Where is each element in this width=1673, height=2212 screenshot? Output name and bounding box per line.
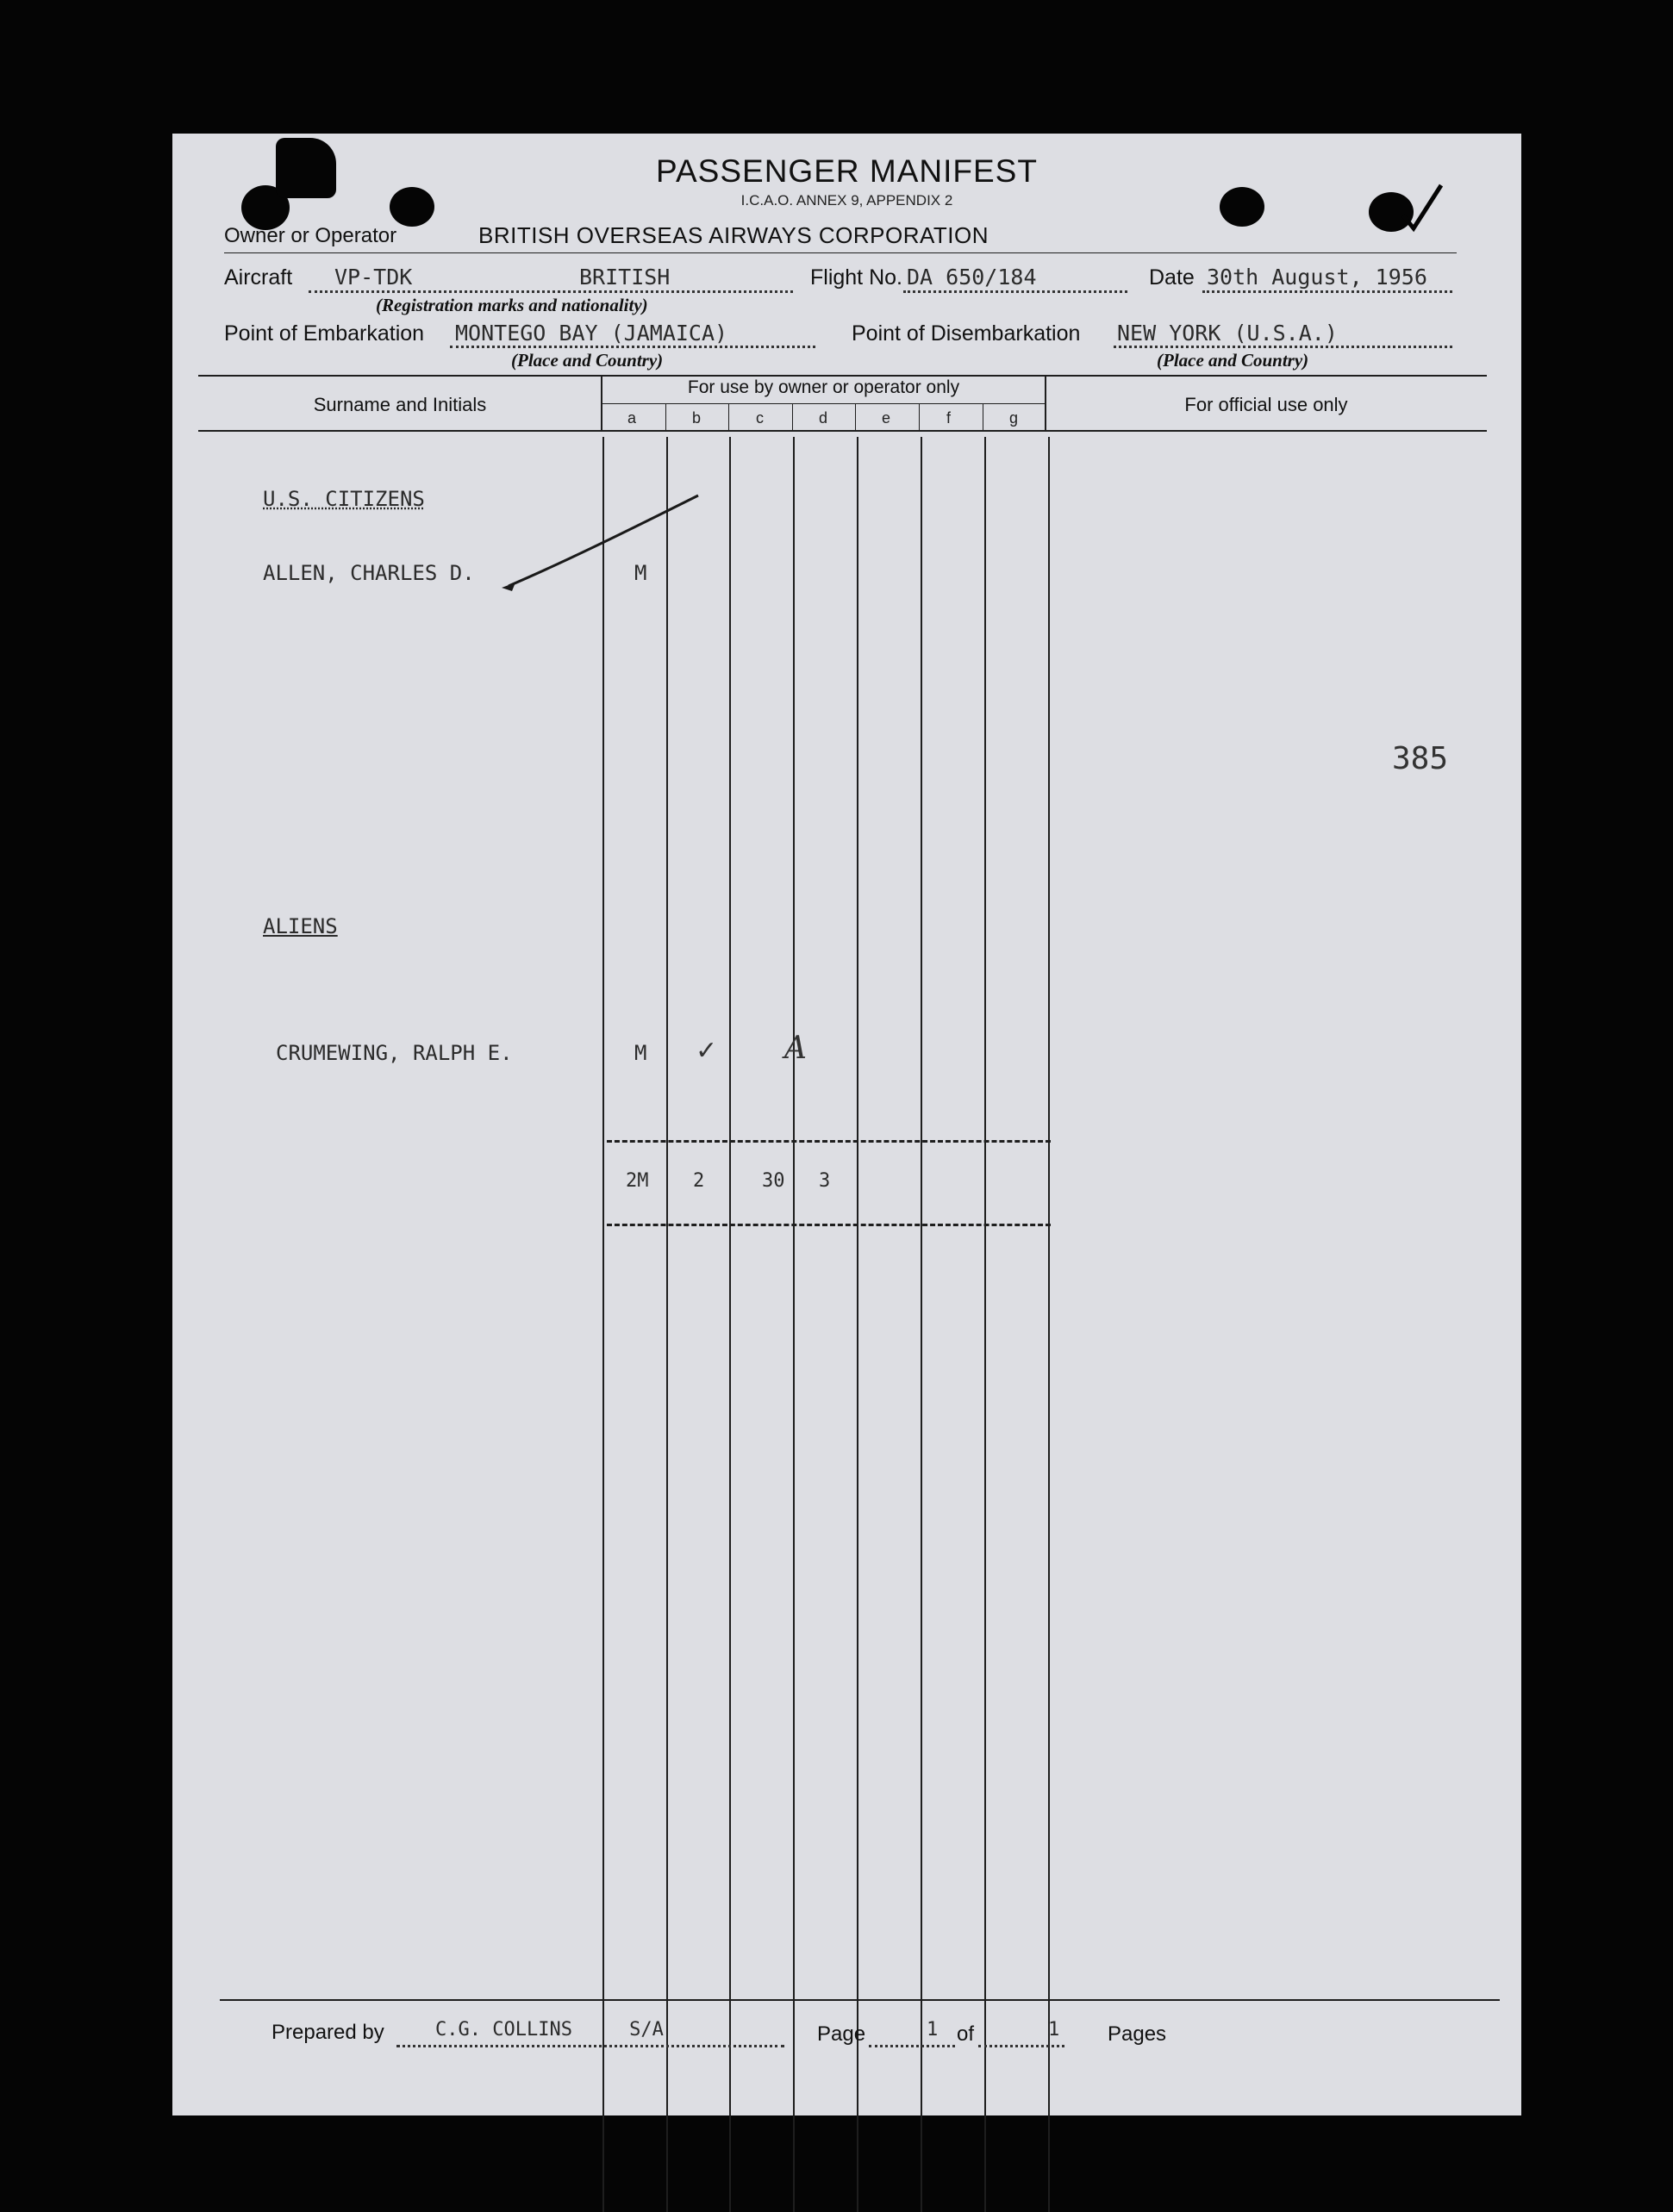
page-dotline bbox=[869, 2045, 955, 2047]
body-line-c bbox=[729, 437, 731, 2212]
official-column-header: For official use only bbox=[1184, 394, 1348, 415]
aircraft-caption: (Registration marks and nationality) bbox=[376, 295, 648, 315]
disembarkation-dotline bbox=[1114, 346, 1452, 348]
disembarkation-caption: (Place and Country) bbox=[1157, 350, 1309, 371]
page-subtitle: I.C.A.O. ANNEX 9, APPENDIX 2 bbox=[740, 192, 953, 209]
column-letter-a: a bbox=[627, 409, 637, 427]
owner-label: Owner or Operator bbox=[224, 224, 397, 247]
header-divider-official bbox=[1045, 375, 1046, 430]
totals-top-line bbox=[607, 1140, 1051, 1143]
manifest-sheet bbox=[172, 134, 1521, 2115]
section-heading-us-citizens: U.S. CITIZENS bbox=[263, 487, 425, 511]
totals-bottom-line bbox=[607, 1224, 1051, 1226]
table-header-bottom-border bbox=[198, 430, 1487, 432]
passenger-sex: M bbox=[634, 1041, 647, 1065]
column-letter-c: c bbox=[756, 409, 764, 427]
total-a: 2M bbox=[626, 1170, 649, 1192]
embarkation-label: Point of Embarkation bbox=[224, 321, 425, 346]
section-heading-aliens: ALIENS bbox=[263, 914, 338, 938]
body-line-b bbox=[666, 437, 668, 2212]
operator-subheader-line bbox=[602, 403, 1046, 404]
aircraft-label: Aircraft bbox=[224, 265, 293, 290]
total-b: 2 bbox=[693, 1170, 705, 1192]
body-line-f bbox=[921, 437, 922, 2212]
official-note-number: 385 bbox=[1392, 741, 1449, 776]
table-top-border bbox=[198, 375, 1487, 377]
operator-column-header: For use by owner or operator only bbox=[687, 377, 960, 397]
prepared-by-value: C.G. COLLINS S/A bbox=[435, 2019, 664, 2041]
owner-value: BRITISH OVERSEAS AIRWAYS CORPORATION bbox=[478, 222, 989, 248]
disembarkation-label: Point of Disembarkation bbox=[852, 321, 1081, 346]
passenger-name: CRUMEWING, RALPH E. bbox=[276, 1041, 513, 1065]
owner-underline bbox=[224, 252, 1457, 253]
embarkation-caption: (Place and Country) bbox=[511, 350, 664, 371]
embarkation-value: MONTEGO BAY (JAMAICA) bbox=[455, 321, 728, 346]
body-line-official bbox=[1048, 437, 1050, 2212]
body-line-d bbox=[793, 437, 795, 2212]
header-divider-e bbox=[855, 403, 856, 430]
date-value: 30th August, 1956 bbox=[1207, 265, 1427, 290]
column-letter-e: e bbox=[882, 409, 891, 427]
body-line-g bbox=[984, 437, 986, 2212]
aircraft-registration: VP-TDK bbox=[334, 265, 413, 290]
header-divider-c bbox=[728, 403, 729, 430]
pen-stroke-mark bbox=[500, 478, 707, 599]
page-number: 1 bbox=[927, 2019, 939, 2041]
header-divider-f bbox=[919, 403, 920, 430]
flight-number: DA 650/184 bbox=[907, 265, 1037, 290]
passenger-sex: M bbox=[634, 561, 647, 585]
total-d: 3 bbox=[819, 1170, 831, 1192]
pages-dotline bbox=[978, 2045, 1064, 2047]
column-letter-f: f bbox=[946, 409, 952, 427]
body-line-name bbox=[602, 437, 604, 2212]
pages-total: 1 bbox=[1048, 2019, 1060, 2041]
total-c: 30 bbox=[762, 1170, 785, 1192]
passenger-check-b: ✓ bbox=[696, 1037, 718, 1065]
column-letter-b: b bbox=[692, 409, 702, 427]
date-dotline bbox=[1202, 290, 1452, 293]
passenger-mark-d: A bbox=[784, 1031, 807, 1066]
page-label: Page bbox=[817, 2022, 866, 2046]
header-divider-name bbox=[601, 375, 602, 430]
page-title: PASSENGER MANIFEST bbox=[656, 153, 1038, 189]
header-divider-d bbox=[792, 403, 793, 430]
aircraft-dotline bbox=[309, 290, 793, 293]
date-label: Date bbox=[1149, 265, 1195, 290]
footer-top-border bbox=[220, 1999, 1500, 2001]
name-column-header: Surname and Initials bbox=[313, 394, 487, 415]
prepared-by-label: Prepared by bbox=[272, 2021, 384, 2044]
pages-label: Pages bbox=[1108, 2022, 1167, 2046]
embarkation-dotline bbox=[450, 346, 815, 348]
flight-label: Flight No. bbox=[810, 265, 902, 290]
of-label: of bbox=[957, 2022, 975, 2046]
body-line-e bbox=[857, 437, 858, 2212]
column-letter-d: d bbox=[819, 409, 828, 427]
flight-dotline bbox=[903, 290, 1127, 293]
aircraft-nationality: BRITISH bbox=[579, 265, 671, 290]
passenger-name: ALLEN, CHARLES D. bbox=[263, 561, 475, 585]
prepared-by-dotline bbox=[396, 2045, 784, 2047]
disembarkation-value: NEW YORK (U.S.A.) bbox=[1117, 321, 1338, 346]
header-divider-b bbox=[665, 403, 666, 430]
column-letter-g: g bbox=[1009, 409, 1019, 427]
